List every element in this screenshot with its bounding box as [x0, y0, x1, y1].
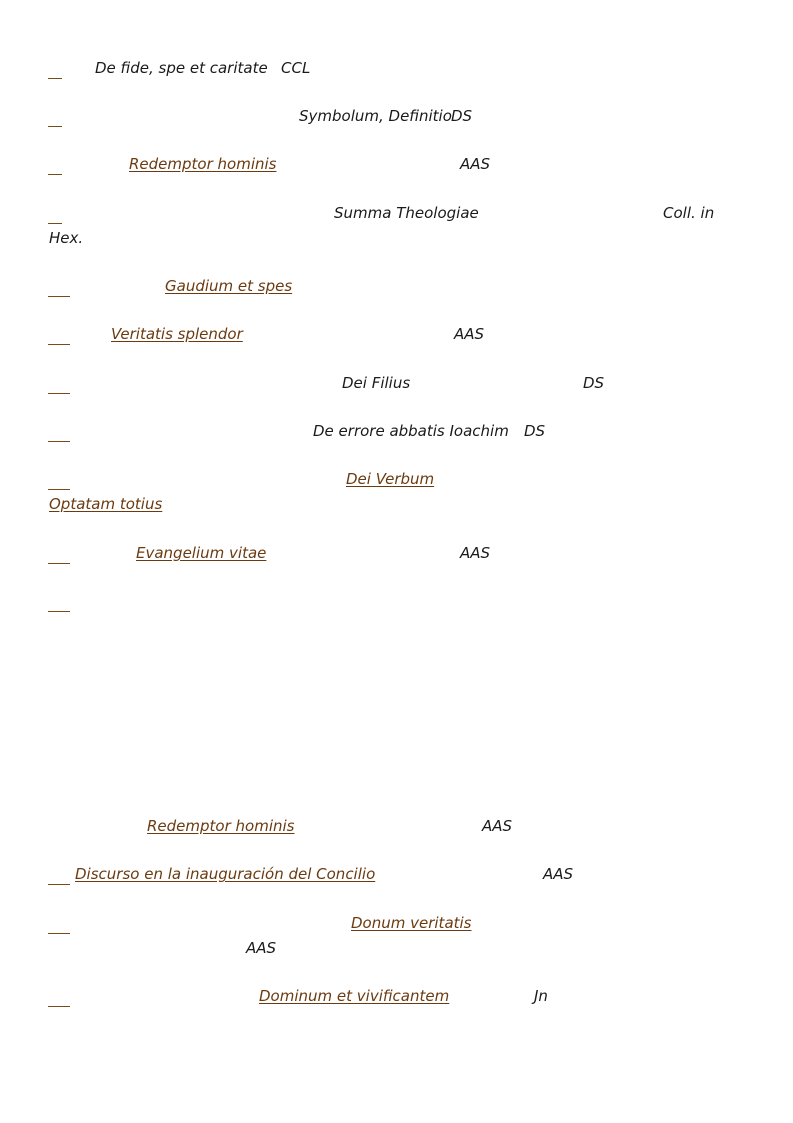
- footnote-entry: [0, 591, 793, 615]
- source-abbrev: Jn: [534, 987, 548, 1005]
- source-abbrev: DS: [451, 107, 473, 125]
- footnote-entry: [0, 816, 793, 840]
- work-title-link[interactable]: Dei Verbum: [346, 470, 435, 488]
- footnote-marker-underline: [48, 469, 70, 490]
- work-title-link[interactable]: Redemptor hominis: [129, 155, 277, 173]
- work-title-link[interactable]: Evangelium vitae: [136, 544, 267, 562]
- footnote-entry: [0, 986, 793, 1010]
- footnote-marker-underline: [48, 421, 70, 442]
- footnote-entry-continuation: [0, 228, 793, 252]
- footnote-marker-underline: [48, 591, 70, 612]
- source-abbrev: AAS: [482, 817, 513, 835]
- work-title: Symbolum, Definitio: [299, 107, 452, 125]
- footnote-marker-underline: [48, 913, 70, 934]
- footnote-entry: [0, 421, 793, 445]
- footnote-marker-underline: [48, 154, 62, 175]
- work-title-link[interactable]: Optatam totius: [49, 495, 163, 513]
- footnote-marker-underline: [48, 986, 70, 1007]
- footnote-marker-underline: [48, 373, 70, 394]
- work-title: De errore abbatis Ioachim: [313, 422, 509, 440]
- footnote-entry: [0, 203, 793, 227]
- work-title-link[interactable]: Donum veritatis: [351, 914, 472, 932]
- source-abbrev: AAS: [543, 865, 574, 883]
- source-abbrev: AAS: [454, 325, 485, 343]
- footnote-entry: [0, 106, 793, 130]
- work-title-link[interactable]: Dominum et vivificantem: [259, 987, 450, 1005]
- source-abbrev-continuation: Hex.: [49, 229, 84, 247]
- work-title: De fide, spe et caritate: [95, 59, 268, 77]
- footnote-entry: [0, 469, 793, 493]
- footnote-entry: [0, 58, 793, 82]
- footnote-marker-underline: [48, 58, 62, 79]
- work-title-link[interactable]: Gaudium et spes: [165, 277, 293, 295]
- footnote-entry: [0, 324, 793, 348]
- footnote-entry: [0, 913, 793, 937]
- work-title: Summa Theologiae: [334, 204, 479, 222]
- footnote-entry-continuation: [0, 938, 793, 962]
- source-abbrev: AAS: [246, 939, 277, 957]
- work-title-link[interactable]: Discurso en la inauguración del Concilio: [75, 865, 376, 883]
- source-abbrev: DS: [524, 422, 546, 440]
- footnote-marker-underline: [48, 543, 70, 564]
- source-abbrev: CCL: [281, 59, 311, 77]
- source-abbrev: AAS: [460, 155, 491, 173]
- footnote-marker-underline: [48, 324, 70, 345]
- work-title-link[interactable]: Redemptor hominis: [147, 817, 295, 835]
- footnote-entry-continuation: [0, 494, 793, 518]
- footnote-entry: [0, 276, 793, 300]
- footnote-entry: [0, 373, 793, 397]
- source-abbrev: Coll. in: [663, 204, 715, 222]
- footnote-entry: [0, 864, 793, 888]
- footnote-marker-underline: [48, 106, 62, 127]
- source-abbrev: DS: [583, 374, 605, 392]
- work-title: Dei Filius: [342, 374, 411, 392]
- source-abbrev: AAS: [460, 544, 491, 562]
- footnote-marker-underline: [48, 203, 62, 224]
- footnote-marker-underline: [48, 276, 70, 297]
- footnote-entry: [0, 154, 793, 178]
- footnote-entry: [0, 543, 793, 567]
- work-title-link[interactable]: Veritatis splendor: [111, 325, 243, 343]
- footnote-marker-underline: [48, 864, 70, 885]
